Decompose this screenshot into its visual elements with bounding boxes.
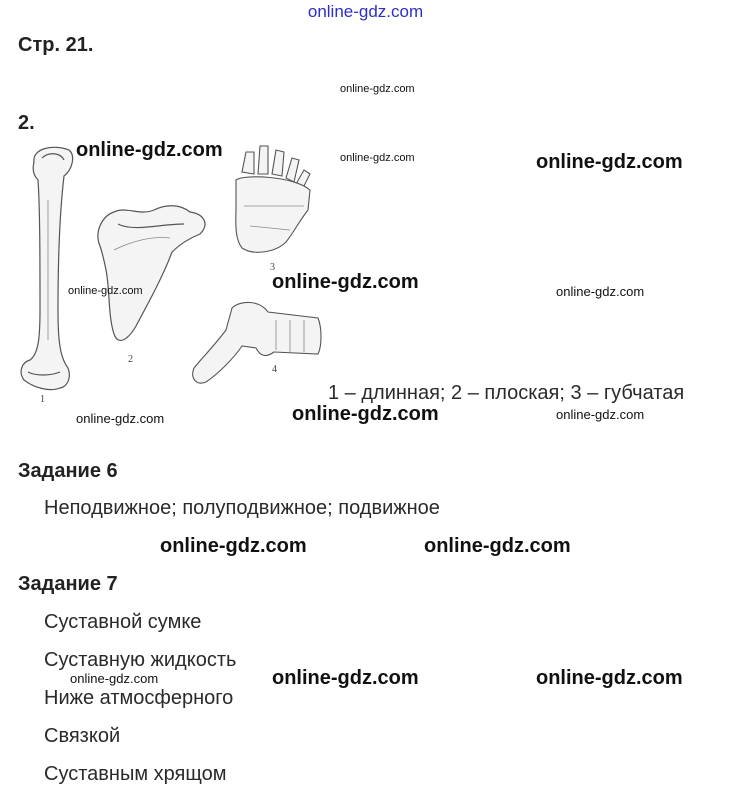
figure-number-1: 1 — [40, 394, 45, 405]
task7-answer-2: Суставную жидкость — [44, 649, 237, 671]
watermark: online-gdz.com — [556, 284, 645, 299]
watermark: online-gdz.com — [536, 667, 683, 689]
task-number: 2. — [18, 112, 35, 134]
task7-title: Задание 7 — [18, 573, 118, 595]
figure-number-2: 2 — [128, 354, 133, 365]
watermark: online-gdz.com — [536, 151, 683, 173]
task6-title: Задание 6 — [18, 460, 118, 482]
task7-answer-5: Суставным хрящом — [44, 763, 227, 785]
humerus-bone-drawing — [21, 147, 72, 389]
watermark: online-gdz.com — [70, 671, 159, 686]
task7-answer-4: Связкой — [44, 725, 121, 747]
scapula-bone-drawing — [98, 206, 205, 341]
watermark: online-gdz.com — [272, 667, 419, 689]
watermark: online-gdz.com — [292, 403, 439, 425]
site-watermark-top: online-gdz.com — [307, 2, 424, 21]
task7-answer-1: Суставной сумке — [44, 611, 202, 633]
figure-number-3: 3 — [270, 262, 275, 273]
watermark: online-gdz.com — [68, 285, 143, 297]
vertebra-bone-drawing — [193, 302, 321, 383]
watermark: online-gdz.com — [160, 535, 307, 557]
watermark: online-gdz.com — [556, 407, 645, 422]
watermark: online-gdz.com — [272, 271, 419, 293]
foot-bone-drawing — [236, 146, 310, 252]
bone-types-answer: 1 – длинная; 2 – плоская; 3 – губчатая — [328, 382, 685, 404]
watermark: online-gdz.com — [340, 83, 415, 95]
watermark: online-gdz.com — [340, 152, 415, 164]
watermark: online-gdz.com — [424, 535, 571, 557]
watermark: online-gdz.com — [76, 411, 165, 426]
task6-answer: Неподвижное; полуподвижное; подвижное — [44, 497, 440, 519]
page-label: Стр. 21. — [18, 34, 94, 56]
figure-number-4: 4 — [272, 364, 277, 375]
task7-answer-3: Ниже атмосферного — [44, 687, 234, 709]
watermark: online-gdz.com — [76, 139, 223, 161]
